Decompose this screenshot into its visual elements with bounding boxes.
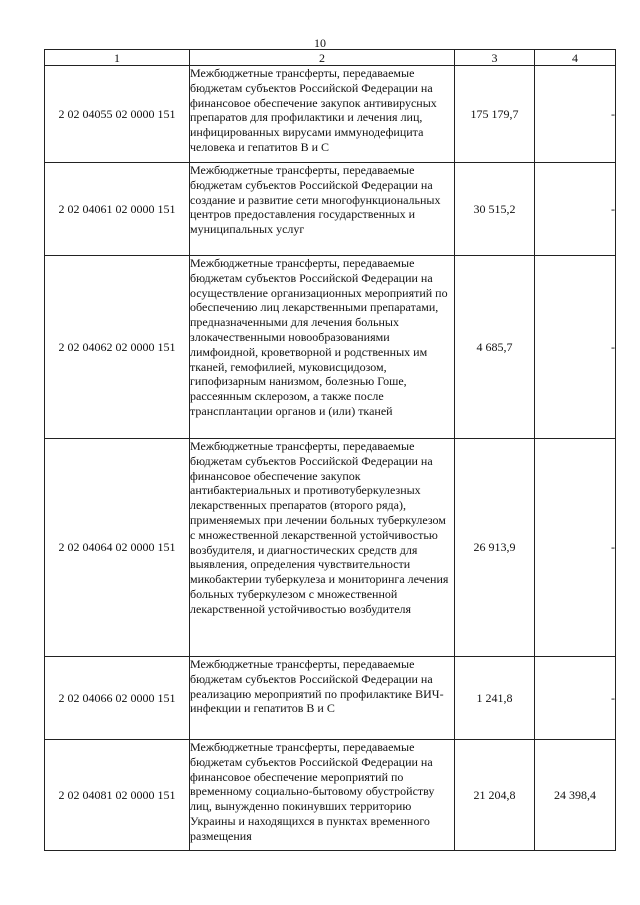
amount-col3: 1 241,8	[455, 657, 535, 740]
budget-code: 2 02 04055 02 0000 151	[45, 66, 190, 163]
page-number: 10	[314, 36, 326, 50]
amount-col3: 175 179,7	[455, 66, 535, 163]
budget-code: 2 02 04061 02 0000 151	[45, 163, 190, 256]
column-header-1: 1	[45, 50, 190, 66]
column-header-4: 4	[535, 50, 616, 66]
budget-code: 2 02 04062 02 0000 151	[45, 256, 190, 439]
transfer-description: Межбюджетные трансферты, передаваемые бюджетам субъектов Российской Федерации на осуществление организационных мероприятий по обеспечению лиц лекарственными препаратами, предназначенными для лечения больных злокачественными новообразованиями лимфоидной, кроветворной и родственных им тканей, гемофилией, муковисцидозом, гипофизарным нанизмом, болезнью Гоше, рассеянным склерозом, а также после трансплантации органов и (или) тканей	[190, 256, 455, 439]
table-row	[45, 256, 616, 439]
table-row	[45, 439, 616, 657]
transfer-description: Межбюджетные трансферты, передаваемые бюджетам субъектов Российской Федерации на финансовое обеспечение мероприятий по временному социально-бытовому обустройству лиц, вынужденно покинувших территорию Украины и находящихся в пунктах временного размещения	[190, 740, 455, 851]
amount-col4: -	[535, 439, 616, 657]
amount-col4: -	[535, 66, 616, 163]
transfer-description: Межбюджетные трансферты, передаваемые бюджетам субъектов Российской Федерации на создание и развитие сети многофункциональных центров предоставления государственных и муниципальных услуг	[190, 163, 455, 256]
amount-col4: -	[535, 163, 616, 256]
amount-col3: 26 913,9	[455, 439, 535, 657]
table-row	[45, 66, 616, 163]
budget-table	[44, 49, 616, 851]
table-row	[45, 163, 616, 256]
budget-code: 2 02 04081 02 0000 151	[45, 740, 190, 851]
budget-code: 2 02 04064 02 0000 151	[45, 439, 190, 657]
column-header-3: 3	[455, 50, 535, 66]
budget-code: 2 02 04066 02 0000 151	[45, 657, 190, 740]
amount-col3: 4 685,7	[455, 256, 535, 439]
transfer-description: Межбюджетные трансферты, передаваемые бюджетам субъектов Российской Федерации на финансовое обеспечение закупок антивирусных препаратов для профилактики и лечения лиц, инфицированных вирусами иммунодефицита человека и гепатитов В и С	[190, 66, 455, 163]
header-row	[45, 50, 616, 66]
amount-col3: 30 515,2	[455, 163, 535, 256]
table-row	[45, 657, 616, 740]
amount-col4: -	[535, 657, 616, 740]
table-row	[45, 740, 616, 851]
transfer-description: Межбюджетные трансферты, передаваемые бюджетам субъектов Российской Федерации на реализацию мероприятий по профилактике ВИЧ-инфекции и гепатитов В и С	[190, 657, 455, 740]
amount-col4: -	[535, 256, 616, 439]
column-header-2: 2	[190, 50, 455, 66]
amount-col4: 24 398,4	[535, 740, 616, 851]
transfer-description: Межбюджетные трансферты, передаваемые бюджетам субъектов Российской Федерации на финансовое обеспечение закупок антибактериальных и противотуберкулезных лекарственных препаратов (второго ряда), применяемых при лечении больных туберкулезом с множественной лекарственной устойчивостью возбудителя, и диагностических средств для выявления, определения чувствительности микобактерии туберкулеза и мониторинга лечения больных туберкулезом с множественной лекарственной устойчивостью возбудителя	[190, 439, 455, 657]
amount-col3: 21 204,8	[455, 740, 535, 851]
